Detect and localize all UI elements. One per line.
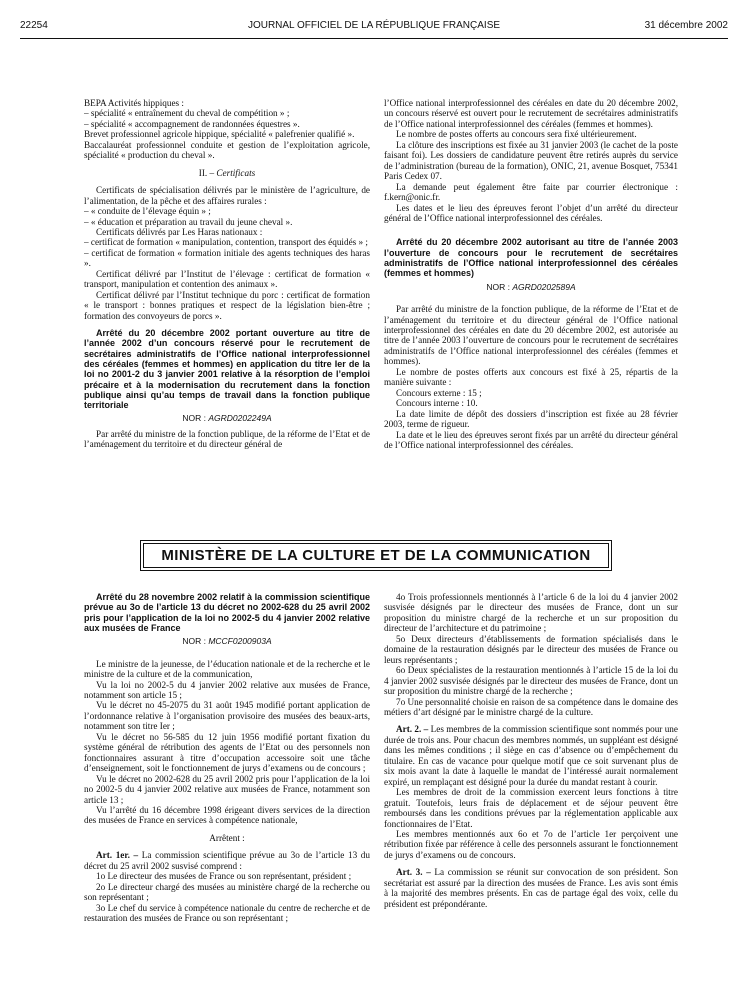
paragraph: – certificat de formation « formation initiale des agents techniques des haras ». bbox=[84, 247, 370, 269]
paragraph: Les dates et le lieu des épreuves feront l’objet d’un arrêté du directeur général de l’Office national interprofessionnel des céréales. bbox=[384, 202, 678, 223]
spacer bbox=[84, 826, 370, 833]
column-top-left bbox=[84, 98, 370, 516]
ministry-banner-title: MINISTÈRE DE LA CULTURE ET DE LA COMMUNICATION bbox=[161, 547, 591, 564]
spacer bbox=[84, 321, 370, 328]
paragraph: 2o Le directeur chargé des musées au ministère chargé de la recherche ou son représentant ; bbox=[84, 881, 370, 903]
paragraph: – « éducation et préparation au travail du jeune cheval ». bbox=[84, 216, 293, 227]
article-paragraph bbox=[384, 867, 678, 909]
paragraph: Le nombre de postes offerts aux concours est fixé à 25, répartis de la manière suivante : bbox=[384, 366, 678, 388]
paragraph: 1o Le directeur des musées de France ou son représentant, président ; bbox=[96, 871, 352, 882]
article-label: Art. 2. – bbox=[396, 724, 429, 735]
spacer bbox=[84, 178, 370, 185]
decree-title: Arrêté du 20 décembre 2002 autorisant au titre de l’année 2003 l’ouverture de concours pour le recrutement de secrétaires administratifs de l’Office national interprofessionnel des céréales (femmes et hommes) bbox=[384, 237, 678, 279]
spacer bbox=[84, 843, 370, 850]
article-text: Les membres de la commission scientifique sont nommés pour une durée de trois ans. Pour chacun des membres nommés, un suppléant est désigné dans les mêmes conditions ; il siège en cas d’absence ou d’empêchement du titulaire. En cas de vacance pour quelque motif que ce soit survenant plus de six mois avant la date à laquelle le mandat de l’intéressé aurait normalement expiré, un remplaçant est désigné pour la durée du mandat restant à courir. bbox=[384, 724, 678, 787]
spacer bbox=[384, 297, 678, 304]
paragraph: La date et le lieu des épreuves seront fixés par un arrêté du directeur général de l’Office national interprofessionnel des céréales. bbox=[384, 429, 678, 450]
paragraph: – spécialité « entraînement du cheval de compétition » ; bbox=[84, 108, 290, 119]
paragraph: Certificats délivrés par Les Haras nationaux : bbox=[96, 226, 263, 237]
column-bottom-left bbox=[84, 592, 370, 978]
paragraph: Certificat délivré par l’Institut technique du porc : certificat de formation « le transport : bonnes pratiques et respect de la législation bien-être ; formation des convoyeurs de porcs ». bbox=[84, 289, 370, 321]
paragraph: Baccalauréat professionnel conduite et gestion de l’exploitation agricole, spécialité « production du cheval ». bbox=[84, 139, 370, 161]
ministry-banner bbox=[140, 540, 612, 571]
paragraph: 4o Trois professionnels mentionnés à l’article 6 de la loi du 4 janvier 2002 susvisée désignés par le directeur des musées de France, dont un sur proposition du ministre chargé de la recherche et un sur proposition du directeur de l’architecture et du patrimoine ; bbox=[384, 592, 678, 634]
paragraph: Brevet professionnel agricole hippique, spécialité « palefrenier qualifié ». bbox=[84, 129, 355, 140]
decree-title: Arrêté du 20 décembre 2002 portant ouverture au titre de l’année 2002 d’un concours réservé pour le recrutement de secrétaires administratifs de l’Office national interprofessionnel des céréales (femmes et hommes) en application du titre Ier de la loi no 2001-2 du 3 janvier 2001 relative à la résorption de l’emploi précaire et à la modernisation du recrutement dans la fonction publique ainsi qu’au temps de travail dans la fonction publique territoriale bbox=[84, 328, 370, 411]
spacer bbox=[384, 717, 678, 724]
article-text: La commission scientifique prévue au 3o de l’article 13 du décret du 25 avril 2002 susvisé comprend : bbox=[84, 850, 370, 871]
paragraph: 7o Une personnalité choisie en raison de sa compétence dans le domaine des métiers d’art désigné par le ministre chargé de la culture. bbox=[384, 696, 678, 717]
paragraph: Par arrêté du ministre de la fonction publique, de la réforme de l’Etat et de l’aménagement du territoire et du directeur général de bbox=[84, 428, 370, 450]
article-paragraph bbox=[384, 724, 678, 787]
article-text: La commission se réunit sur convocation de son président. Son secrétariat est assuré par la direction des musées de France. Les avis sont émis à la majorité des membres présents. En cas de partage égal des voix, celle du président est prépondérante. bbox=[384, 867, 678, 909]
publication-date: 31 décembre 2002 bbox=[644, 20, 728, 31]
paragraph: Par arrêté du ministre de la fonction publique, de la réforme de l’Etat et de l’aménagement du territoire et du directeur général de l’Office national interprofessionnel des céréales en date du 20 décembre 2002, est autorisée au titre de l’année 2003 l’ouverture de concours pour le recrutement de secrétaires administratifs de l’Office national interprofessionnel des céréales (femmes et hommes). bbox=[384, 304, 678, 367]
paragraph: Vu le décret no 45-2075 du 31 août 1945 modifié portant application de l’ordonnance relative à l’organisation provisoire des musées des beaux-arts, notamment son titre Ier ; bbox=[84, 700, 370, 732]
article-label: Art. 1er. – bbox=[96, 850, 139, 861]
paragraph: – « conduite de l’élevage équin » ; bbox=[84, 206, 211, 217]
paragraph: Vu le décret no 2002-628 du 25 avril 2002 pris pour l’application de la loi no 2002-5 du 4 janvier 2002 relative aux musées de France, notamment son article 13 ; bbox=[84, 773, 370, 805]
spacer bbox=[384, 860, 678, 867]
nor-reference: NOR : MCCF0200903A bbox=[182, 636, 272, 647]
journal-title: JOURNAL OFFICIEL DE LA RÉPUBLIQUE FRANÇAISE bbox=[247, 20, 501, 31]
paragraph: BEPA Activités hippiques : bbox=[84, 98, 184, 108]
page-number: 22254 bbox=[20, 20, 48, 31]
paragraph: Vu la loi no 2002-5 du 4 janvier 2002 relative aux musées de France, notamment son article 15 ; bbox=[84, 679, 370, 700]
spacer bbox=[84, 161, 370, 168]
paragraph: Les membres mentionnés aux 6o et 7o de l’article 1er perçoivent une rétribution fixée par référence à celle des personnels assurant le fonctionnement de jurys d’examens ou de concours. bbox=[384, 828, 678, 860]
decree-title: Arrêté du 28 novembre 2002 relatif à la commission scientifique prévue au 3o de l’article 13 du décret no 2002-628 du 25 avril 2002 pris pour l’application de la loi no 2002-5 du 4 janvier 2002 relative aux musées de France bbox=[84, 592, 370, 633]
spacer bbox=[84, 652, 370, 659]
paragraph: 6o Deux spécialistes de la restauration mentionnés à l’article 15 de la loi du 4 janvier 2002 susvisée désignés par le directeur des musées de France, dont un sur proposition du ministre chargé de la recherche ; bbox=[384, 665, 678, 697]
nor-reference: NOR : AGRD0202589A bbox=[486, 281, 576, 292]
article-paragraph bbox=[84, 850, 370, 871]
section-heading: II. – Certificats bbox=[198, 167, 256, 178]
paragraph: Vu l’arrêté du 16 décembre 1998 érigeant divers services de la direction des musées de France en services à compétence nationale, bbox=[84, 804, 370, 826]
paragraph: La clôture des inscriptions est fixée au 31 janvier 2003 (le cachet de la poste faisant foi). Les dossiers de candidature peuvent être retirés auprès du service de l’administration (bureau de la formation), ONIC, 21, avenue Bosquet, 75341 Paris Cedex 07. bbox=[384, 139, 678, 182]
paragraph: Vu le décret no 56-585 du 12 juin 1956 modifié portant fixation du système général de rétribution des agents de l’Etat ou des personnels non fonctionnaires assurant à titre d’occupation accessoire soit une tâche d’enseignement, soit le fonctionnement de jurys d’examens ou de concours ; bbox=[84, 731, 370, 774]
column-bottom-right bbox=[384, 592, 678, 978]
spacer bbox=[384, 223, 678, 237]
paragraph: 3o Le chef du service à compétence nationale du centre de recherche et de restauration des musées de France ou son représentant ; bbox=[84, 902, 370, 924]
paragraph: La date limite de dépôt des dossiers d’inscription est fixée au 28 février 2003, terme de rigueur. bbox=[384, 408, 678, 430]
paragraph: – certificat de formation « manipulation, contention, transport des équidés » ; bbox=[84, 237, 368, 248]
paragraph: Certificat délivré par l’Institut de l’élevage : certificat de formation « transport, manipulation et contention des animaux ». bbox=[84, 268, 370, 290]
section-heading: Arrêtent : bbox=[209, 832, 245, 843]
paragraph: Le ministre de la jeunesse, de l’éducation nationale et de la recherche et le ministre de la culture et de la communication, bbox=[84, 658, 370, 680]
paragraph: Les membres de droit de la commission exercent leurs fonctions à titre gratuit. Toutefois, leurs frais de déplacement et de séjour peuvent être remboursés dans les conditions prévues par la réglementation applicable aux fonctionnaires de l’Etat. bbox=[384, 787, 678, 829]
paragraph: 5o Deux directeurs d’établissements de formation spécialisés dans le domaine de la restauration désignés par le directeur des musées de France ou leurs représentants ; bbox=[384, 633, 678, 665]
paragraph: l’Office national interprofessionnel des céréales en date du 20 décembre 2002, un concours réservé est ouvert pour le recrutement de secrétaires administratifs de l’Office national interprofessionnel des céréales (femmes et hommes). bbox=[384, 98, 678, 129]
paragraph: Concours externe : 15 ; bbox=[396, 387, 482, 398]
paragraph: Le nombre de postes offerts au concours sera fixé ultérieurement. bbox=[396, 129, 637, 140]
header-rule bbox=[20, 38, 728, 39]
paragraph: Certificats de spécialisation délivrés par le ministère de l’agriculture, de l’alimentation, de la pêche et des affaires rurales : bbox=[84, 185, 370, 206]
page-header bbox=[20, 20, 728, 36]
paragraph: Concours interne : 10. bbox=[396, 398, 478, 409]
paragraph: – spécialité « accompagnement de randonnées équestres ». bbox=[84, 118, 300, 129]
nor-reference: NOR : AGRD0202249A bbox=[182, 413, 272, 424]
column-top-right bbox=[384, 98, 678, 516]
article-label: Art. 3. – bbox=[396, 867, 431, 878]
paragraph: La demande peut également être faite par courrier électronique : f.kern@onic.fr. bbox=[384, 181, 678, 203]
